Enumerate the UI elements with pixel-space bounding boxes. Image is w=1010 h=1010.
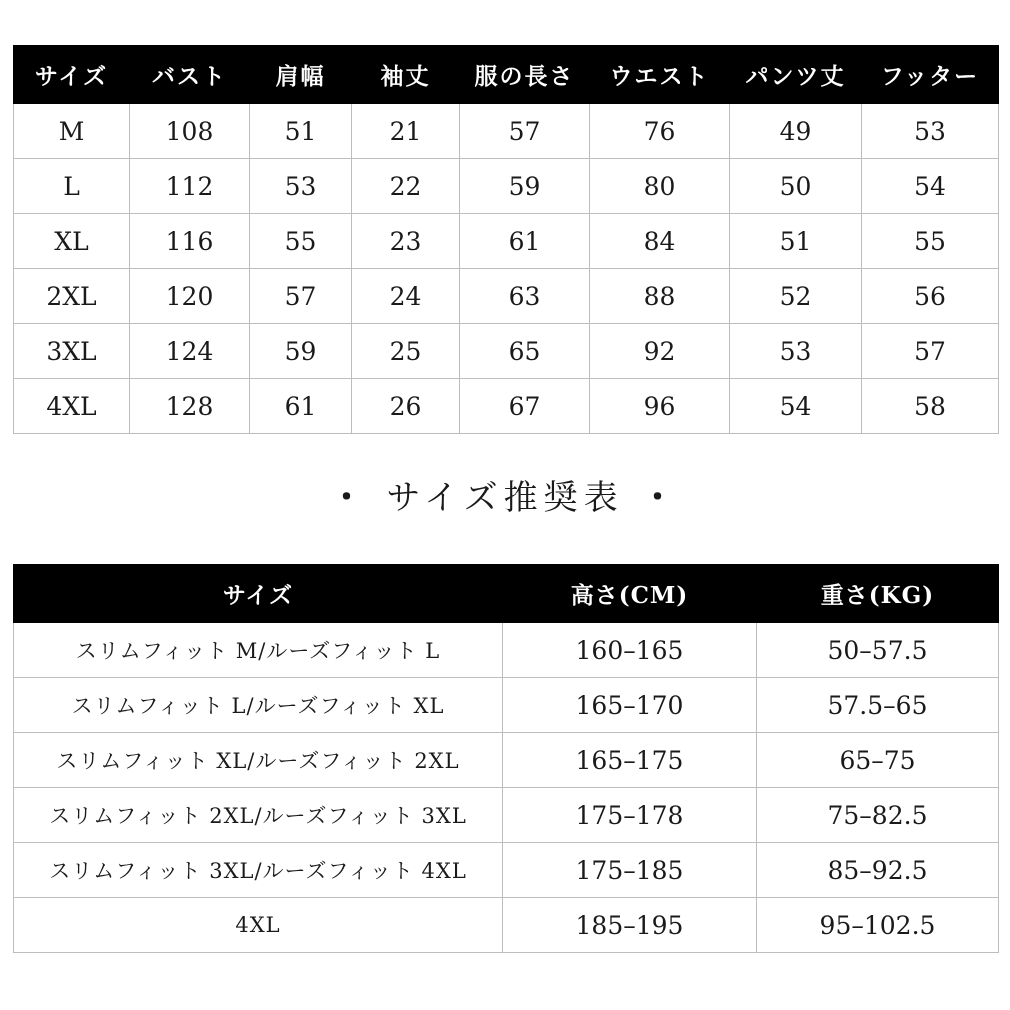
cell-garment-length: 57 [460,104,590,159]
size-chart-row [14,324,999,379]
cell-bust: 120 [130,269,250,324]
cell-footer: 55 [862,214,999,269]
size-recommendation-table [13,564,999,953]
cell-fit-size: スリムフィット 3XL/ルーズフィット 4XL [14,843,503,898]
cell-garment-length: 61 [460,214,590,269]
cell-waist: 76 [590,104,730,159]
cell-pants-length: 54 [730,379,862,434]
size-chart-row [14,379,999,434]
header-height-cm: 高さ(CM) [503,565,757,623]
cell-size: 2XL [14,269,130,324]
recommendation-row [14,788,999,843]
cell-sleeve-length: 25 [352,324,460,379]
cell-height-range: 185–195 [503,898,757,953]
cell-sleeve-length: 21 [352,104,460,159]
cell-weight-range: 50–57.5 [757,623,999,678]
cell-footer: 53 [862,104,999,159]
cell-footer: 54 [862,159,999,214]
recommendation-row [14,678,999,733]
cell-weight-range: 75–82.5 [757,788,999,843]
title-dot-right: ・ [640,478,681,518]
recommendation-row [14,843,999,898]
cell-weight-range: 85–92.5 [757,843,999,898]
header-fit-size: サイズ [14,565,503,623]
recommendation-row [14,623,999,678]
header-waist: ウエスト [590,46,730,104]
cell-sleeve-length: 26 [352,379,460,434]
cell-height-range: 175–185 [503,843,757,898]
cell-size: 4XL [14,379,130,434]
cell-pants-length: 53 [730,324,862,379]
section-title [0,470,1010,519]
cell-fit-size: 4XL [14,898,503,953]
title-dot-left: ・ [329,478,370,518]
header-bust: バスト [130,46,250,104]
header-footer: フッター [862,46,999,104]
cell-footer: 58 [862,379,999,434]
cell-waist: 84 [590,214,730,269]
cell-pants-length: 50 [730,159,862,214]
cell-pants-length: 51 [730,214,862,269]
cell-bust: 124 [130,324,250,379]
cell-height-range: 165–170 [503,678,757,733]
cell-garment-length: 59 [460,159,590,214]
header-garment-length: 服の長さ [460,46,590,104]
cell-size: L [14,159,130,214]
cell-height-range: 160–165 [503,623,757,678]
cell-size: XL [14,214,130,269]
cell-shoulder-width: 59 [250,324,352,379]
size-chart-header-row [14,46,999,104]
cell-bust: 128 [130,379,250,434]
size-chart-row [14,269,999,324]
header-size: サイズ [14,46,130,104]
cell-sleeve-length: 22 [352,159,460,214]
header-weight-kg: 重さ(KG) [757,565,999,623]
cell-footer: 57 [862,324,999,379]
cell-bust: 108 [130,104,250,159]
cell-fit-size: スリムフィット XL/ルーズフィット 2XL [14,733,503,788]
cell-garment-length: 65 [460,324,590,379]
cell-garment-length: 63 [460,269,590,324]
cell-height-range: 175–178 [503,788,757,843]
cell-waist: 80 [590,159,730,214]
cell-height-range: 165–175 [503,733,757,788]
cell-waist: 92 [590,324,730,379]
cell-weight-range: 65–75 [757,733,999,788]
cell-shoulder-width: 61 [250,379,352,434]
cell-weight-range: 57.5–65 [757,678,999,733]
cell-fit-size: スリムフィット L/ルーズフィット XL [14,678,503,733]
recommendation-row [14,733,999,788]
cell-sleeve-length: 24 [352,269,460,324]
cell-shoulder-width: 51 [250,104,352,159]
cell-pants-length: 49 [730,104,862,159]
cell-fit-size: スリムフィット 2XL/ルーズフィット 3XL [14,788,503,843]
cell-bust: 116 [130,214,250,269]
size-chart-row [14,104,999,159]
cell-size: 3XL [14,324,130,379]
cell-garment-length: 67 [460,379,590,434]
size-chart-row [14,214,999,269]
recommendation-row [14,898,999,953]
cell-sleeve-length: 23 [352,214,460,269]
cell-pants-length: 52 [730,269,862,324]
header-sleeve-length: 袖丈 [352,46,460,104]
cell-size: M [14,104,130,159]
cell-shoulder-width: 55 [250,214,352,269]
size-chart-table [13,45,999,434]
cell-footer: 56 [862,269,999,324]
section-title-text: サイズ推奨表 [386,478,624,518]
cell-fit-size: スリムフィット M/ルーズフィット L [14,623,503,678]
size-chart-row [14,159,999,214]
cell-shoulder-width: 57 [250,269,352,324]
cell-shoulder-width: 53 [250,159,352,214]
recommendation-header-row [14,565,999,623]
cell-bust: 112 [130,159,250,214]
cell-waist: 88 [590,269,730,324]
header-pants-length: パンツ丈 [730,46,862,104]
cell-weight-range: 95–102.5 [757,898,999,953]
cell-waist: 96 [590,379,730,434]
header-shoulder-width: 肩幅 [250,46,352,104]
